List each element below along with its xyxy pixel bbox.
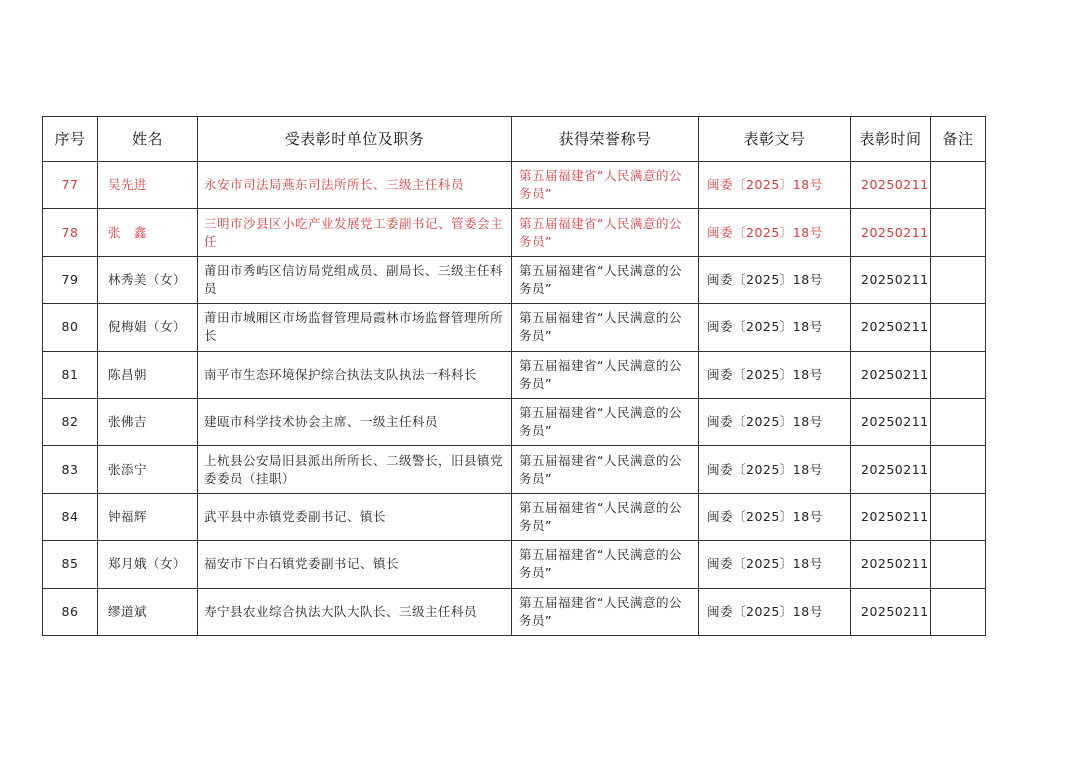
cell-note <box>931 256 986 303</box>
table-row <box>43 304 986 351</box>
cell-unit: 上杭县公安局旧县派出所所长、二级警长，旧县镇党委委员（挂职） <box>198 446 512 493</box>
header-unit: 受表彰时单位及职务 <box>198 117 512 162</box>
cell-doc-no: 闽委〔2025〕18号 <box>699 351 851 398</box>
cell-index: 86 <box>43 588 98 635</box>
table-row <box>43 162 986 209</box>
cell-title: 第五届福建省“人民满意的公务员” <box>512 493 699 540</box>
cell-doc-no: 闽委〔2025〕18号 <box>699 446 851 493</box>
cell-title: 第五届福建省“人民满意的公务员” <box>512 304 699 351</box>
cell-unit: 莆田市城厢区市场监督管理局霞林市场监督管理所所长 <box>198 304 512 351</box>
cell-index: 78 <box>43 209 98 256</box>
cell-note <box>931 446 986 493</box>
cell-date: 20250211 <box>851 541 931 588</box>
cell-date: 20250211 <box>851 304 931 351</box>
cell-title: 第五届福建省“人民满意的公务员” <box>512 398 699 445</box>
cell-note <box>931 588 986 635</box>
table-row <box>43 493 986 540</box>
cell-date: 20250211 <box>851 256 931 303</box>
table-row <box>43 541 986 588</box>
cell-date: 20250211 <box>851 588 931 635</box>
cell-name: 吴先进 <box>98 162 198 209</box>
cell-doc-no: 闽委〔2025〕18号 <box>699 588 851 635</box>
cell-name: 张 鑫 <box>98 209 198 256</box>
cell-unit: 建瓯市科学技术协会主席、一级主任科员 <box>198 398 512 445</box>
cell-index: 77 <box>43 162 98 209</box>
table-body <box>43 162 986 636</box>
cell-note <box>931 162 986 209</box>
cell-date: 20250211 <box>851 162 931 209</box>
cell-date: 20250211 <box>851 398 931 445</box>
table-row <box>43 588 986 635</box>
cell-name: 张添宁 <box>98 446 198 493</box>
cell-name: 倪梅娟（女） <box>98 304 198 351</box>
cell-name: 张佛吉 <box>98 398 198 445</box>
header-name: 姓名 <box>98 117 198 162</box>
cell-unit: 武平县中赤镇党委副书记、镇长 <box>198 493 512 540</box>
cell-note <box>931 304 986 351</box>
cell-index: 83 <box>43 446 98 493</box>
cell-name: 郑月娥（女） <box>98 541 198 588</box>
cell-doc-no: 闽委〔2025〕18号 <box>699 256 851 303</box>
cell-doc-no: 闽委〔2025〕18号 <box>699 541 851 588</box>
table-row <box>43 351 986 398</box>
cell-date: 20250211 <box>851 209 931 256</box>
cell-doc-no: 闽委〔2025〕18号 <box>699 162 851 209</box>
cell-note <box>931 541 986 588</box>
cell-unit: 南平市生态环境保护综合执法支队执法一科科长 <box>198 351 512 398</box>
cell-title: 第五届福建省“人民满意的公务员” <box>512 588 699 635</box>
cell-index: 79 <box>43 256 98 303</box>
cell-doc-no: 闽委〔2025〕18号 <box>699 493 851 540</box>
header-index: 序号 <box>43 117 98 162</box>
cell-date: 20250211 <box>851 446 931 493</box>
header-doc-no: 表彰文号 <box>699 117 851 162</box>
cell-index: 82 <box>43 398 98 445</box>
cell-title: 第五届福建省“人民满意的公务员” <box>512 351 699 398</box>
table-row <box>43 446 986 493</box>
cell-note <box>931 493 986 540</box>
cell-date: 20250211 <box>851 493 931 540</box>
table-row <box>43 398 986 445</box>
header-date: 表彰时间 <box>851 117 931 162</box>
table-row <box>43 256 986 303</box>
header-note: 备注 <box>931 117 986 162</box>
cell-index: 84 <box>43 493 98 540</box>
cell-unit: 三明市沙县区小吃产业发展党工委副书记、管委会主任 <box>198 209 512 256</box>
cell-unit: 永安市司法局燕东司法所所长、三级主任科员 <box>198 162 512 209</box>
cell-note <box>931 351 986 398</box>
honors-table <box>42 116 986 636</box>
cell-index: 85 <box>43 541 98 588</box>
table-row <box>43 209 986 256</box>
cell-note <box>931 398 986 445</box>
cell-title: 第五届福建省“人民满意的公务员” <box>512 209 699 256</box>
cell-unit: 福安市下白石镇党委副书记、镇长 <box>198 541 512 588</box>
cell-unit: 莆田市秀屿区信访局党组成员、副局长、三级主任科员 <box>198 256 512 303</box>
cell-doc-no: 闽委〔2025〕18号 <box>699 209 851 256</box>
cell-name: 钟福辉 <box>98 493 198 540</box>
cell-name: 缪道斌 <box>98 588 198 635</box>
cell-name: 林秀美（女） <box>98 256 198 303</box>
cell-doc-no: 闽委〔2025〕18号 <box>699 398 851 445</box>
table-header <box>43 117 986 162</box>
cell-title: 第五届福建省“人民满意的公务员” <box>512 446 699 493</box>
header-title: 获得荣誉称号 <box>512 117 699 162</box>
cell-index: 80 <box>43 304 98 351</box>
cell-note <box>931 209 986 256</box>
cell-index: 81 <box>43 351 98 398</box>
cell-title: 第五届福建省“人民满意的公务员” <box>512 256 699 303</box>
cell-date: 20250211 <box>851 351 931 398</box>
cell-unit: 寿宁县农业综合执法大队大队长、三级主任科员 <box>198 588 512 635</box>
cell-title: 第五届福建省“人民满意的公务员” <box>512 162 699 209</box>
header-row <box>43 117 986 162</box>
cell-title: 第五届福建省“人民满意的公务员” <box>512 541 699 588</box>
cell-name: 陈昌朝 <box>98 351 198 398</box>
cell-doc-no: 闽委〔2025〕18号 <box>699 304 851 351</box>
